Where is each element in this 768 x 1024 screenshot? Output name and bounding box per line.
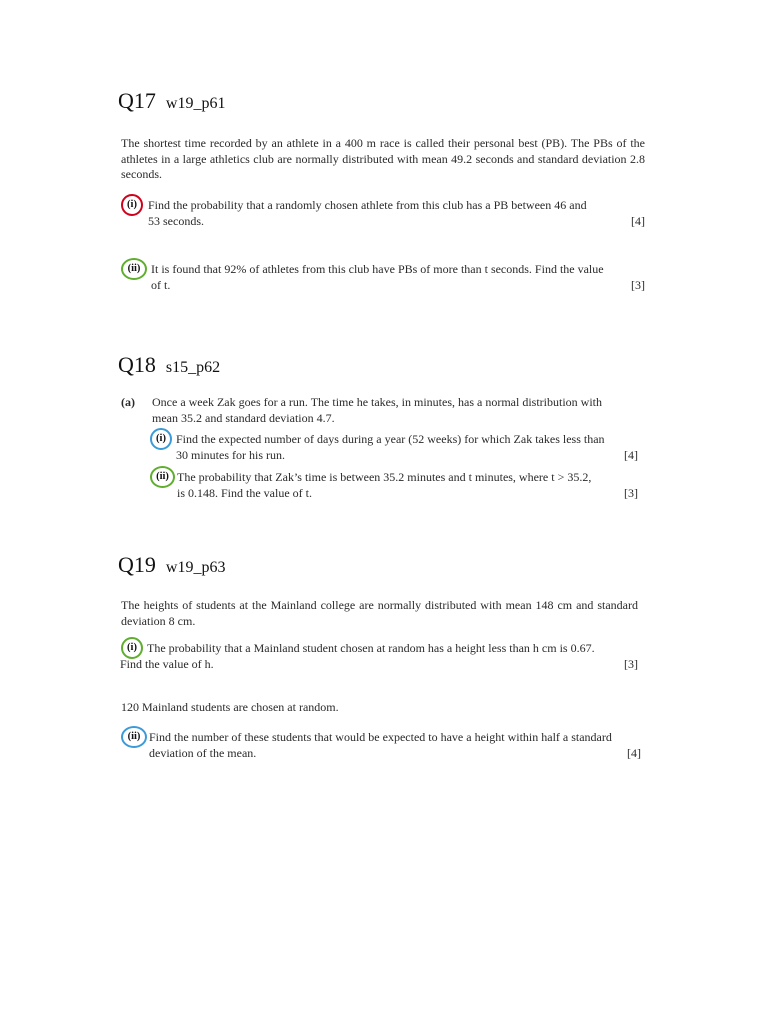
question-number: Q18 [118, 352, 156, 377]
q17-part-ii [121, 262, 645, 294]
part-text-line-1: Find the probability that a randomly chosen athlete from this club has a PB between 46 and [148, 198, 587, 212]
q18-part-ii [150, 470, 638, 502]
marks: [3] [631, 277, 645, 292]
part-text-line-1: Once a week Zak goes for a run. The time he takes, in minutes, has a normal distribution with [152, 395, 602, 409]
q17-intro: The shortest time recorded by an athlete in a 400 m race is called their personal best (PB). The PBs of the athletes in a large athletics club are normally distributed with mean 49.2 seconds and standard deviation 2.8 seconds. [121, 136, 645, 181]
part-text-line-2: is 0.148. Find the value of t. [177, 485, 312, 500]
part-text-line-2: of t. [151, 277, 171, 292]
part-label-circle: (ii) [121, 726, 147, 748]
part-text-line-2: deviation of the mean. [149, 745, 257, 760]
part-label-circle: (i) [121, 637, 143, 659]
part-label-circle: (i) [150, 428, 172, 450]
part-a-label: (a) [121, 395, 135, 409]
q17-heading [118, 88, 225, 115]
part-label-circle: (ii) [121, 258, 147, 280]
question-number: Q17 [118, 88, 156, 113]
part-text-line-2: mean 35.2 and standard deviation 4.7. [152, 410, 335, 425]
part-text-line-1: Find the expected number of days during a year (52 weeks) for which Zak takes less than [176, 432, 605, 446]
q19-part-i [121, 641, 638, 673]
part-text-line-1: The probability that Zak’s time is between 35.2 minutes and t minutes, where t > 35.2, [177, 470, 592, 484]
q19-intro: The heights of students at the Mainland college are normally distributed with mean 148 cm and standard deviation 8 cm. [121, 598, 638, 628]
part-text-line-1: It is found that 92% of athletes from this club have PBs of more than t seconds. Find the value [151, 262, 604, 276]
q17-part-i [121, 198, 645, 230]
marks: [3] [624, 656, 638, 671]
q18-heading [118, 352, 220, 379]
part-label-circle: (i) [121, 194, 143, 216]
question-number: Q19 [118, 552, 156, 577]
paper-code: w19_p63 [165, 559, 226, 576]
marks: [3] [624, 485, 638, 500]
part-label-circle: (ii) [150, 466, 175, 488]
marks: [4] [631, 213, 645, 228]
q19-middle-text: 120 Mainland students are chosen at random. [121, 700, 339, 714]
q19-heading [118, 552, 225, 579]
q18-part-a [121, 395, 645, 427]
part-text-line-2: 30 minutes for his run. [176, 447, 285, 462]
part-text-line-1: Find the number of these students that would be expected to have a height within half a standard [149, 730, 612, 744]
q18-part-i [150, 432, 638, 464]
part-text-line-1: The probability that a Mainland student chosen at random has a height less than h cm is 0.67. [147, 641, 595, 655]
part-text-line-2: 53 seconds. [148, 213, 204, 228]
part-text-line-2: Find the value of h. [120, 656, 214, 671]
paper-code: w19_p61 [165, 95, 226, 112]
marks: [4] [627, 745, 641, 760]
paper-code: s15_p62 [165, 359, 221, 376]
marks: [4] [624, 447, 638, 462]
q19-part-ii [121, 730, 641, 762]
